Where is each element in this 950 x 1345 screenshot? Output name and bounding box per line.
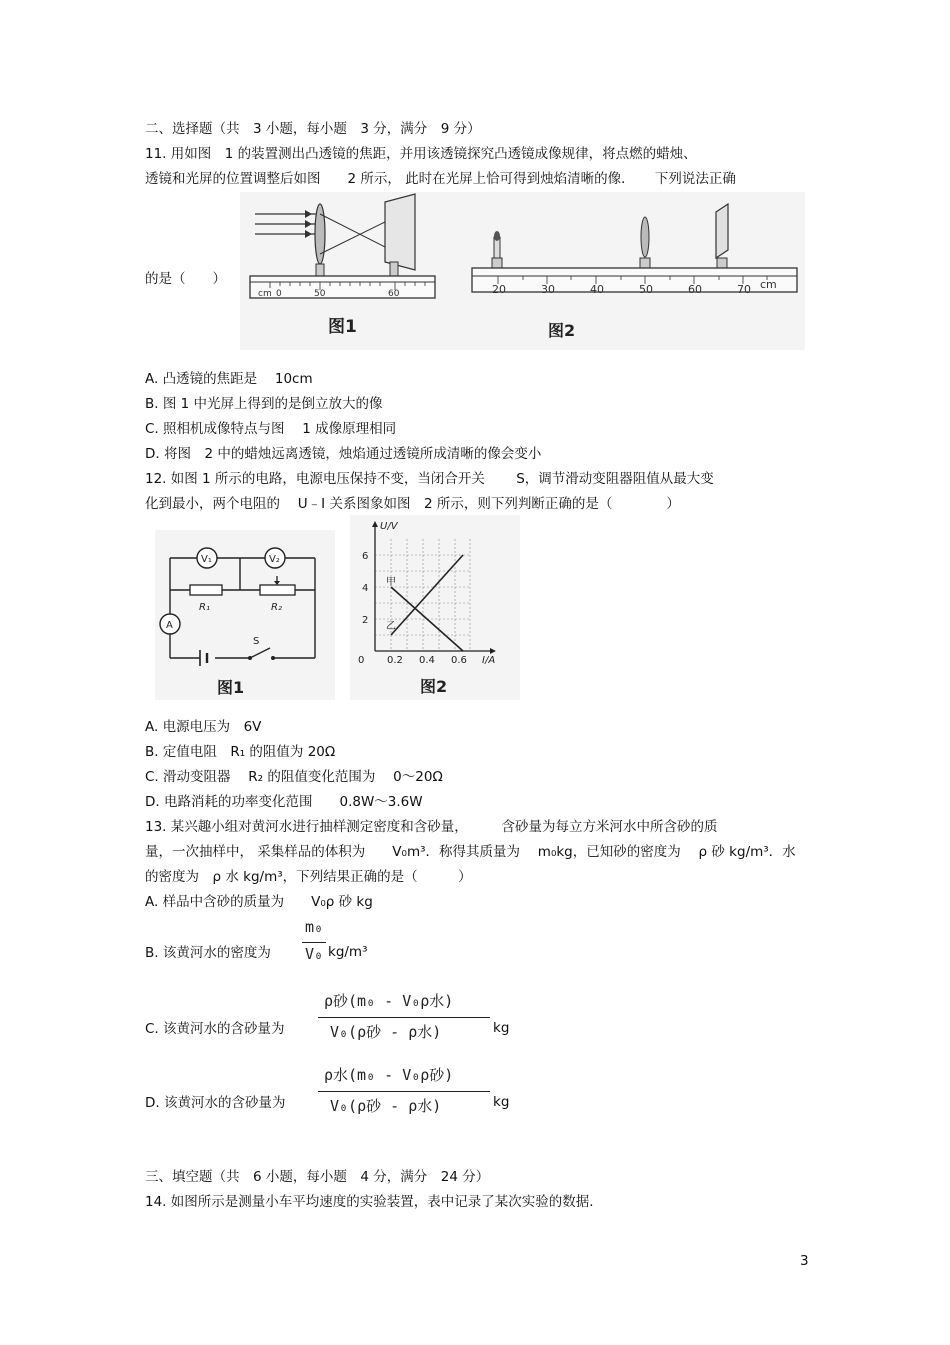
q12-option-a: A. 电源电压为 6V [145, 719, 262, 735]
q11-fig2-caption: 图2 [548, 321, 576, 340]
graph-ytick-4: 4 [362, 583, 369, 594]
q11-fig1-caption: 图1 [328, 317, 357, 337]
q11-fig1-tick-2: 60 [388, 289, 400, 299]
graph-origin: 0 [358, 655, 365, 666]
voltmeter-v1-label: V₁ [201, 554, 212, 565]
graph-xtick-06: 0.6 [451, 655, 467, 666]
ammeter-label: A [166, 620, 173, 631]
q11-fig1-tick-0: 0 [276, 289, 282, 299]
q12-fig2-caption: 图2 [420, 677, 448, 696]
q14-text-line1: 14. 如图所示是测量小车平均速度的实验装置，表中记录了某次实验的数据. [145, 1194, 594, 1210]
q11-fig1-tick-1: 50 [314, 289, 326, 299]
graph-line-jia-label: 甲 [386, 577, 396, 588]
q13-option-d-label: D. 该黄河水的含砂量为 [145, 1095, 286, 1111]
q11-option-d: D. 将图 2 中的蜡烛远离透镜，烛焰通过透镜所成清晰的像会变小 [145, 446, 542, 462]
fraction-numerator: m₀ [305, 918, 324, 936]
graph-ytick-2: 2 [362, 615, 369, 626]
fraction-numerator: ρ水(m₀ - V₀ρ砂) [324, 1066, 454, 1084]
q11-figures [240, 192, 805, 350]
q11-fig2-tick-2: 40 [590, 283, 604, 296]
q12-option-b: B. 定值电阻 R₁ 的阻值为 20Ω [145, 744, 336, 760]
q13-option-b-unit: kg/m³ [328, 944, 368, 960]
q13-option-c-unit: kg [493, 1020, 510, 1036]
q11-fig2-tick-5: 70 [737, 283, 751, 296]
q13-option-b-label: B. 该黄河水的密度为 [145, 945, 271, 961]
q13-option-d-unit: kg [493, 1094, 510, 1110]
q11-text-line1: 11. 用如图 1 的装置测出凸透镜的焦距，并用该透镜探究凸透镜成像规律，将点燃的蜡烛、 [145, 146, 697, 162]
q11-text-line2: 透镜和光屏的位置调整后如图 2 所示， 此时在光屏上恰可得到烛焰清晰的像． 下列说法正确 [145, 171, 736, 187]
r1-label: R₁ [199, 602, 210, 613]
fraction-denominator: V₀ [305, 945, 324, 963]
q11-fig2-tick-3: 50 [639, 283, 653, 296]
fraction-denominator: V₀(ρ砂 - ρ水) [330, 1023, 442, 1041]
q11-option-c: C. 照相机成像特点与图 1 成像原理相同 [145, 421, 397, 437]
graph-line-yi-label: 乙 [386, 621, 396, 632]
q12-text-line1: 12. 如图 1 所示的电路，电源电压保持不变，当闭合开关 S，调节滑动变阻器阻值从最大变 [145, 471, 714, 487]
graph-xtick-02: 0.2 [387, 655, 403, 666]
q12-fig2-graph [350, 515, 520, 700]
q13-option-b-fraction [300, 918, 330, 968]
q13-option-c-fraction [318, 990, 490, 1046]
q11-fig2-tick-1: 30 [541, 283, 555, 296]
q13-option-c-label: C. 该黄河水的含砂量为 [145, 1021, 285, 1037]
section3-heading: 三、填空题（共 6 小题，每小题 4 分，满分 24 分） [145, 1169, 490, 1185]
page-number: 3 [800, 1253, 809, 1269]
q11-text-line3: 的是（ ） [145, 271, 226, 287]
q12-option-d: D. 电路消耗的功率变化范围 0.8W～3.6W [145, 794, 423, 810]
q12-fig1-circuit [155, 530, 335, 700]
q11-fig2-unit: cm [760, 278, 777, 291]
q11-fig1-unit: cm [258, 289, 272, 299]
q13-option-d-fraction [318, 1064, 490, 1120]
r2-label: R₂ [271, 602, 282, 613]
q13-text-line1: 13. 某兴趣小组对黄河水进行抽样测定密度和含砂量， 含砂量为每立方米河水中所含砂的质 [145, 819, 718, 835]
graph-ytick-6: 6 [362, 551, 369, 562]
q11-fig2-tick-0: 20 [492, 283, 506, 296]
switch-label: S [253, 636, 260, 647]
voltmeter-v2-label: V₂ [269, 554, 280, 565]
section-heading: 二、选择题（共 3 小题，每小题 3 分，满分 9 分） [145, 121, 481, 137]
graph-ylabel: U/V [380, 521, 398, 532]
q13-text-line2: 量，一次抽样中， 采集样品的体积为 V₀m³．称得其质量为 m₀kg，已知砂的密度为 ρ 砂 kg/m³．水 [145, 844, 796, 860]
fraction-numerator: ρ砂(m₀ - V₀ρ水) [324, 992, 454, 1010]
q12-option-c: C. 滑动变阻器 R₂ 的阻值变化范围为 0～20Ω [145, 769, 443, 785]
q12-text-line2: 化到最小，两个电阻的 U﹣I 关系图象如图 2 所示，则下列判断正确的是（ ） [145, 496, 680, 512]
graph-xlabel: I/A [482, 655, 496, 666]
q11-fig2-tick-4: 60 [688, 283, 702, 296]
q13-text-line3: 的密度为 ρ 水 kg/m³，下列结果正确的是（ ） [145, 869, 472, 885]
q13-option-a: A. 样品中含砂的质量为 V₀ρ 砂 kg [145, 894, 373, 910]
fraction-denominator: V₀(ρ砂 - ρ水) [330, 1097, 442, 1115]
q12-fig1-caption: 图1 [217, 678, 245, 697]
q11-option-b: B. 图 1 中光屏上得到的是倒立放大的像 [145, 396, 383, 412]
graph-xtick-04: 0.4 [419, 655, 435, 666]
q11-option-a: A. 凸透镜的焦距是 10cm [145, 371, 313, 387]
